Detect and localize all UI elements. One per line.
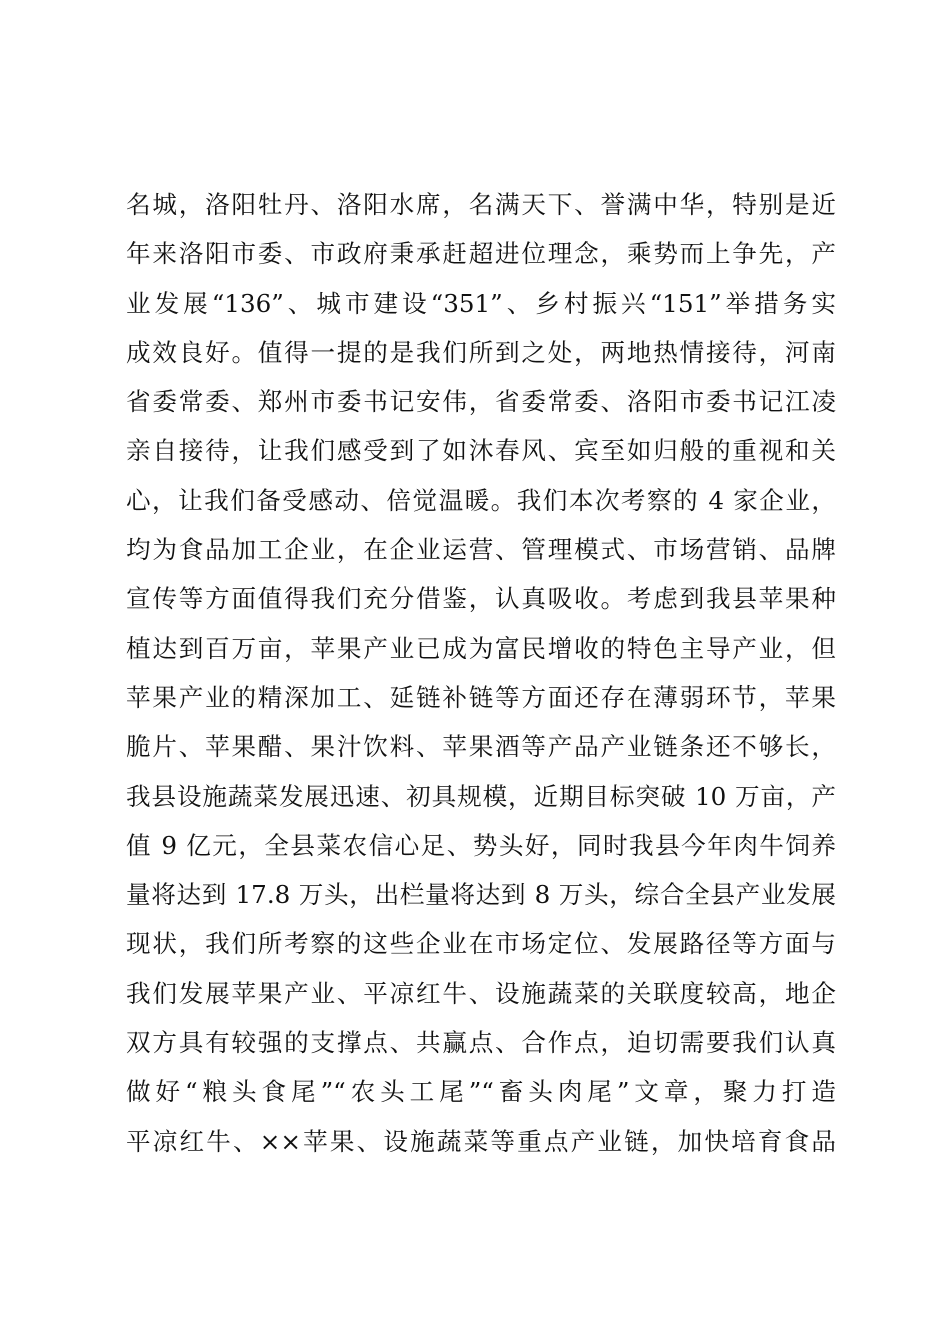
text-line: 均为食品加工企业，在企业运营、管理模式、市场营销、品牌 xyxy=(126,535,836,565)
text-line: 宣传等方面值得我们充分借鉴，认真吸收。考虑到我县苹果种 xyxy=(126,584,836,614)
body-text xyxy=(126,180,836,1166)
text-line: 心，让我们备受感动、倍觉温暖。我们本次考察的 4 家企业， xyxy=(126,485,836,515)
text-line: 做好“粮头食尾”“农头工尾”“畜头肉尾”文章，聚力打造 xyxy=(126,1077,836,1107)
text-line: 值 9 亿元，全县菜农信心足、势头好，同时我县今年肉牛饲养 xyxy=(126,830,836,860)
text-line: 年来洛阳市委、市政府秉承赶超进位理念，乘势而上争先，产 xyxy=(126,239,836,269)
text-line: 脆片、苹果醋、果汁饮料、苹果酒等产品产业链条还不够长， xyxy=(126,732,836,762)
text-line: 植达到百万亩，苹果产业已成为富民增收的特色主导产业，但 xyxy=(126,633,836,663)
text-line: 苹果产业的精深加工、延链补链等方面还存在薄弱环节，苹果 xyxy=(126,682,836,712)
text-line: 名城，洛阳牡丹、洛阳水席，名满天下、誉满中华，特别是近 xyxy=(126,190,836,219)
text-line: 量将达到 17.8 万头，出栏量将达到 8 万头，综合全县产业发展 xyxy=(126,880,836,910)
text-line: 我们发展苹果产业、平凉红牛、设施蔬菜的关联度较高，地企 xyxy=(126,978,836,1008)
text-line: 现状，我们所考察的这些企业在市场定位、发展路径等方面与 xyxy=(126,929,836,959)
text-line: 亲自接待，让我们感受到了如沐春风、宾至如归般的重视和关 xyxy=(126,436,836,466)
text-line: 双方具有较强的支撑点、共赢点、合作点，迫切需要我们认真 xyxy=(126,1028,836,1058)
text-line: 我县设施蔬菜发展迅速、初具规模，近期目标突破 10 万亩，产 xyxy=(126,781,836,811)
text-line: 省委常委、郑州市委书记安伟，省委常委、洛阳市委书记江凌 xyxy=(126,387,836,417)
text-line: 平凉红牛、××苹果、设施蔬菜等重点产业链，加快培育食品 xyxy=(126,1126,836,1156)
text-line: 成效良好。值得一提的是我们所到之处，两地热情接待，河南 xyxy=(126,337,836,367)
text-line: 业发展“136”、城市建设“351”、乡村振兴“151”举措务实 xyxy=(126,288,836,318)
